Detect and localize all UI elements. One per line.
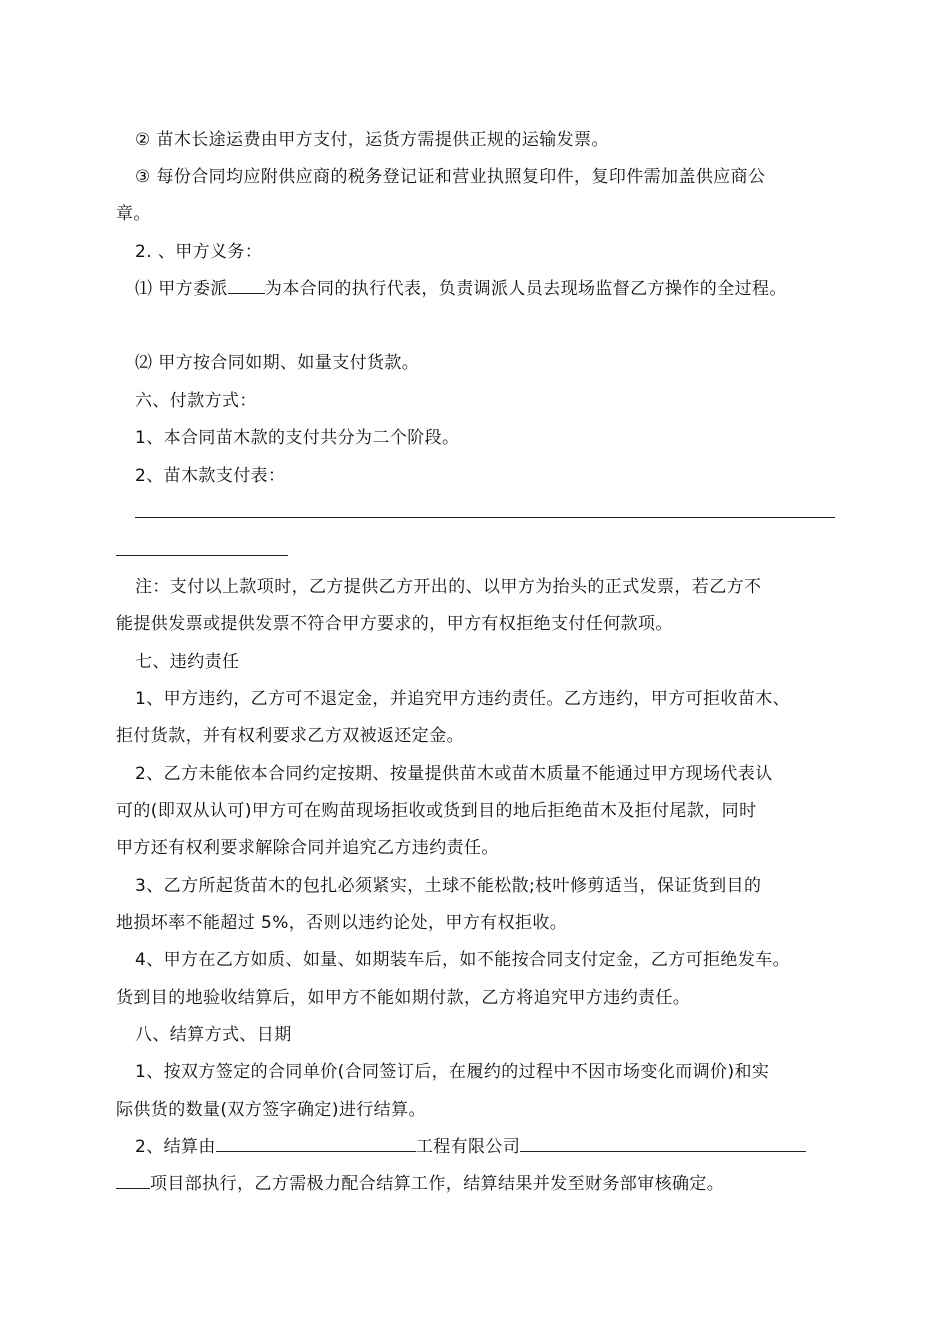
clause-breach-2: 2、乙方未能依本合同约定按期、按量提供苗木或苗木质量不能通过甲方现场代表认	[135, 764, 773, 784]
clause-settlement-1-cont: 际供货的数量(双方签字确定)进行结算。	[116, 1100, 426, 1120]
project-name-blank	[520, 1135, 806, 1152]
clause-settlement-2-cont	[116, 1172, 840, 1196]
clause-payment-on-time: ⑵ 甲方按合同如期、如量支付货款。	[135, 353, 420, 373]
clause-breach-1: 1、甲方违约，乙方可不退定金，并追究甲方违约责任。乙方违约，甲方可拒收苗木、	[135, 689, 791, 709]
payment-table-line-1	[135, 517, 835, 518]
clause-breach-2-cont-1: 可的(即双从认可)甲方可在购苗现场拒收或货到目的地后拒绝苗木及拒付尾款，同时	[116, 801, 757, 821]
clause-representative	[135, 277, 859, 301]
representative-blank	[228, 277, 265, 294]
clause-representative-start: ⑴ 甲方委派	[135, 279, 228, 299]
clause-settlement-2-end: 项目部执行，乙方需极力配合结算工作，结算结果并发至财务部审核确定。	[150, 1174, 725, 1194]
clause-representative-end: 为本合同的执行代表，负责调派人员去现场监督乙方操作的全过程。	[264, 279, 787, 299]
heading-party-a-obligations: 2. 、甲方义务：	[135, 242, 263, 262]
heading-breach-liability: 七、违约责任	[135, 652, 240, 672]
clause-breach-4: 4、甲方在乙方如质、如量、如期装车后，如不能按合同支付定金，乙方可拒绝发车。	[135, 950, 791, 970]
clause-breach-3: 3、乙方所起货苗木的包扎必须紧实，土球不能松散;枝叶修剪适当，保证货到目的	[135, 876, 762, 896]
payment-table-line-2	[116, 555, 288, 556]
clause-settlement-2	[135, 1135, 859, 1159]
clause-certificates-cont: 章。	[116, 204, 151, 224]
clause-breach-2-cont-2: 甲方还有权利要求解除合同并追究乙方违约责任。	[116, 838, 499, 858]
clause-breach-1-cont: 拒付货款，并有权利要求乙方双被返还定金。	[116, 726, 464, 746]
clause-settlement-1: 1、按双方签定的合同单价(合同签订后，在履约的过程中不因市场变化而调价)和实	[135, 1062, 770, 1082]
clause-settlement-2-company: 工程有限公司	[415, 1137, 521, 1157]
clause-breach-4-cont: 货到目的地验收结算后，如甲方不能如期付款，乙方将追究甲方违约责任。	[116, 988, 691, 1008]
clause-breach-3-cont: 地损坏率不能超过 5%，否则以违约论处，甲方有权拒收。	[116, 913, 568, 933]
note-invoice-cont: 能提供发票或提供发票不符合甲方要求的，甲方有权拒绝支付任何款项。	[116, 614, 673, 634]
note-invoice: 注：支付以上款项时，乙方提供乙方开出的、以甲方为抬头的正式发票，若乙方不	[135, 577, 762, 597]
clause-settlement-2-start: 2、结算由	[135, 1137, 216, 1157]
clause-freight: ② 苗木长途运费由甲方支付，运货方需提供正规的运输发票。	[135, 130, 609, 150]
clause-payment-stages: 1、本合同苗木款的支付共分为二个阶段。	[135, 428, 460, 448]
heading-settlement: 八、结算方式、日期	[135, 1025, 292, 1045]
heading-payment-method: 六、付款方式：	[135, 391, 257, 411]
clause-payment-table: 2、苗木款支付表：	[135, 466, 286, 486]
company-name-blank	[216, 1135, 416, 1152]
project-name-blank-cont	[116, 1172, 150, 1189]
clause-certificates: ③ 每份合同均应附供应商的税务登记证和营业执照复印件，复印件需加盖供应商公	[135, 167, 766, 187]
